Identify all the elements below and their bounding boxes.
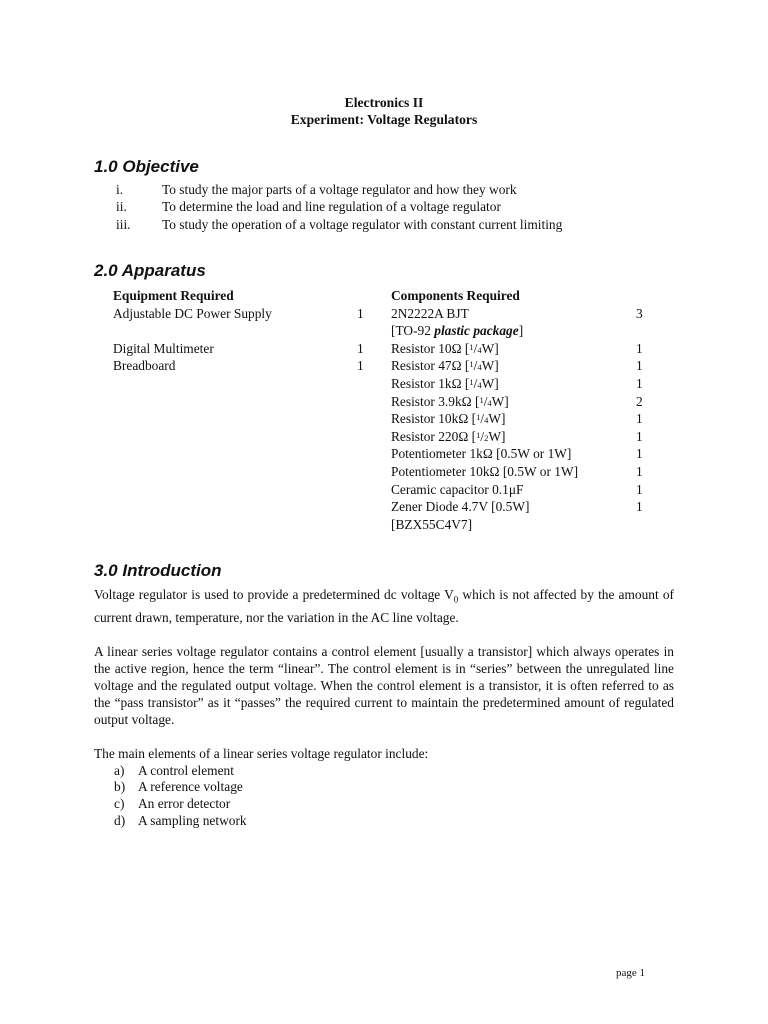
introduction-body: [94, 586, 674, 829]
objective-list: [116, 181, 562, 233]
component-row: [391, 498, 643, 516]
equipment-header: Equipment Required: [113, 288, 234, 303]
equipment-row: [113, 340, 364, 358]
objective-item: [116, 216, 562, 233]
objective-heading: 1.0 Objective: [94, 157, 199, 176]
introduction-heading: 3.0 Introduction: [94, 561, 222, 580]
apparatus-heading: 2.0 Apparatus: [94, 261, 206, 280]
component-row: Resistor 3.9kΩ [$^1$/4W] 2: [391, 393, 643, 409]
component-suffix: W]: [481, 358, 499, 374]
component-suffix: W]: [481, 375, 499, 391]
item-text: To study the operation of a voltage regulator with constant current limiting: [162, 216, 563, 232]
component-qty: 1: [636, 481, 643, 497]
component-row: [391, 305, 643, 323]
intro-paragraph: A linear series voltage regulator contains a control element [usually a transistor] which always operates in the active region, hence the term “linear”. The control element is in “series” between the unregulated line voltage and the regulated output voltage. When the control element is a transistor, it is often referred to as the “pass transistor” as it “passes” the required current to maintain the predetermined amount of regulated output voltage.: [94, 643, 674, 727]
list-item: [94, 795, 674, 812]
component-row: Resistor 10Ω [$^1$/4W] 1: [391, 340, 643, 356]
equipment-qty: 1: [357, 340, 364, 356]
course-title: Electronics II: [344, 95, 424, 110]
component-name: Resistor 10Ω [: [391, 340, 470, 356]
objective-item: [116, 198, 562, 215]
experiment-title: Experiment: Voltage Regulators: [290, 112, 478, 127]
equipment-name: Adjustable DC Power Supply: [113, 305, 272, 321]
fraction-numerator: 1: [469, 376, 474, 387]
component-suffix: W]: [488, 411, 506, 427]
intro-text: which is not affected by the amount of current drawn, temperature, nor the variation in the AC line voltage.: [94, 587, 674, 625]
item-text: A reference voltage: [138, 779, 243, 795]
fraction-denominator: 2: [484, 432, 489, 443]
component-suffix: W]: [491, 393, 509, 409]
document-title: [0, 94, 768, 128]
equipment-qty: 1: [357, 305, 364, 321]
equipment-name: Breadboard: [113, 358, 176, 374]
fraction-denominator: 4: [477, 379, 482, 390]
component-suffix: W]: [488, 428, 506, 444]
item-text: To determine the load and line regulation of a voltage regulator: [162, 199, 501, 215]
component-qty: 1: [636, 446, 643, 462]
item-letter: a): [114, 762, 125, 778]
equipment-qty: 1: [357, 358, 364, 374]
fraction-denominator: 4: [487, 397, 492, 408]
components-list: [391, 287, 643, 533]
equipment-row: [113, 305, 364, 323]
component-suffix: W]: [481, 340, 499, 356]
component-row: Resistor 47Ω [$^1$/4W] 1: [391, 358, 643, 374]
component-name: Resistor 1kΩ [: [391, 375, 470, 391]
component-row: [391, 463, 643, 481]
fraction-numerator: 1: [469, 359, 474, 370]
fraction-numerator: 1: [469, 341, 474, 352]
component-row: [391, 322, 578, 340]
component-qty: 1: [636, 463, 643, 479]
item-text: A sampling network: [138, 813, 247, 829]
component-qty: 1: [636, 340, 643, 356]
component-qty: 2: [636, 393, 643, 409]
component-name: Resistor 47Ω [: [391, 358, 470, 374]
component-row: [391, 481, 643, 499]
component-name-suffix: ]: [518, 323, 524, 339]
component-qty: 3: [636, 305, 643, 321]
component-name: Resistor 220Ω [: [391, 428, 477, 444]
component-name: Resistor 10kΩ [: [391, 411, 477, 427]
component-row: Resistor 220Ω [$^1$/2W] 1: [391, 428, 643, 444]
component-qty: 1: [636, 358, 643, 374]
component-name: Potentiometer 1kΩ [0.5W or 1W]: [391, 446, 572, 462]
fraction-numerator: 1: [476, 429, 481, 440]
component-row: Resistor 1kΩ [$^1$/4W] 1: [391, 375, 643, 391]
component-emphasis: plastic package: [434, 323, 519, 339]
equipment-list: [113, 287, 364, 375]
intro-text: Voltage regulator is used to provide a predetermined dc voltage V: [94, 587, 454, 602]
component-row: [391, 516, 578, 534]
component-name: 2N2222A BJT: [391, 305, 469, 321]
component-qty: 1: [636, 411, 643, 427]
intro-paragraph: The main elements of a linear series voltage regulator include:: [94, 745, 429, 761]
component-name: Ceramic capacitor 0.1μF: [391, 481, 524, 497]
fraction-denominator: 4: [477, 344, 482, 355]
item-number: iii.: [116, 216, 131, 232]
item-letter: d): [114, 813, 126, 829]
component-row: Resistor 10kΩ [$^1$/4W] 1: [391, 411, 643, 427]
component-qty: 1: [636, 375, 643, 391]
fraction-numerator: 1: [479, 394, 484, 405]
page-number: page 1: [616, 967, 646, 979]
objective-item: [116, 181, 562, 198]
equipment-row: [113, 357, 364, 375]
item-text: To study the major parts of a voltage regulator and how they work: [162, 182, 517, 197]
component-qty: 1: [636, 428, 643, 444]
intro-paragraph: [94, 586, 674, 626]
component-name: Zener Diode 4.7V [0.5W]: [391, 499, 530, 515]
list-item: [94, 812, 674, 829]
components-header: Components Required: [391, 288, 520, 303]
subscript: 0: [453, 594, 459, 605]
item-number: ii.: [116, 199, 127, 215]
fraction-denominator: 4: [484, 415, 489, 426]
equipment-name: Digital Multimeter: [113, 340, 214, 356]
item-number: i.: [116, 182, 124, 197]
item-letter: b): [114, 779, 126, 795]
fraction-denominator: 4: [477, 362, 482, 373]
fraction-numerator: 1: [476, 412, 481, 423]
item-letter: c): [114, 796, 125, 812]
component-name: [TO-92: [391, 323, 435, 339]
item-text: An error detector: [138, 796, 231, 812]
list-item: [94, 778, 674, 795]
elements-list: [94, 762, 674, 829]
component-row: [391, 445, 643, 463]
component-name: Resistor 3.9kΩ [: [391, 393, 480, 409]
list-item: [94, 762, 674, 779]
component-name: Potentiometer 10kΩ [0.5W or 1W]: [391, 463, 579, 479]
component-name: [BZX55C4V7]: [391, 516, 473, 532]
item-text: A control element: [138, 762, 234, 778]
component-qty: 1: [636, 499, 643, 515]
